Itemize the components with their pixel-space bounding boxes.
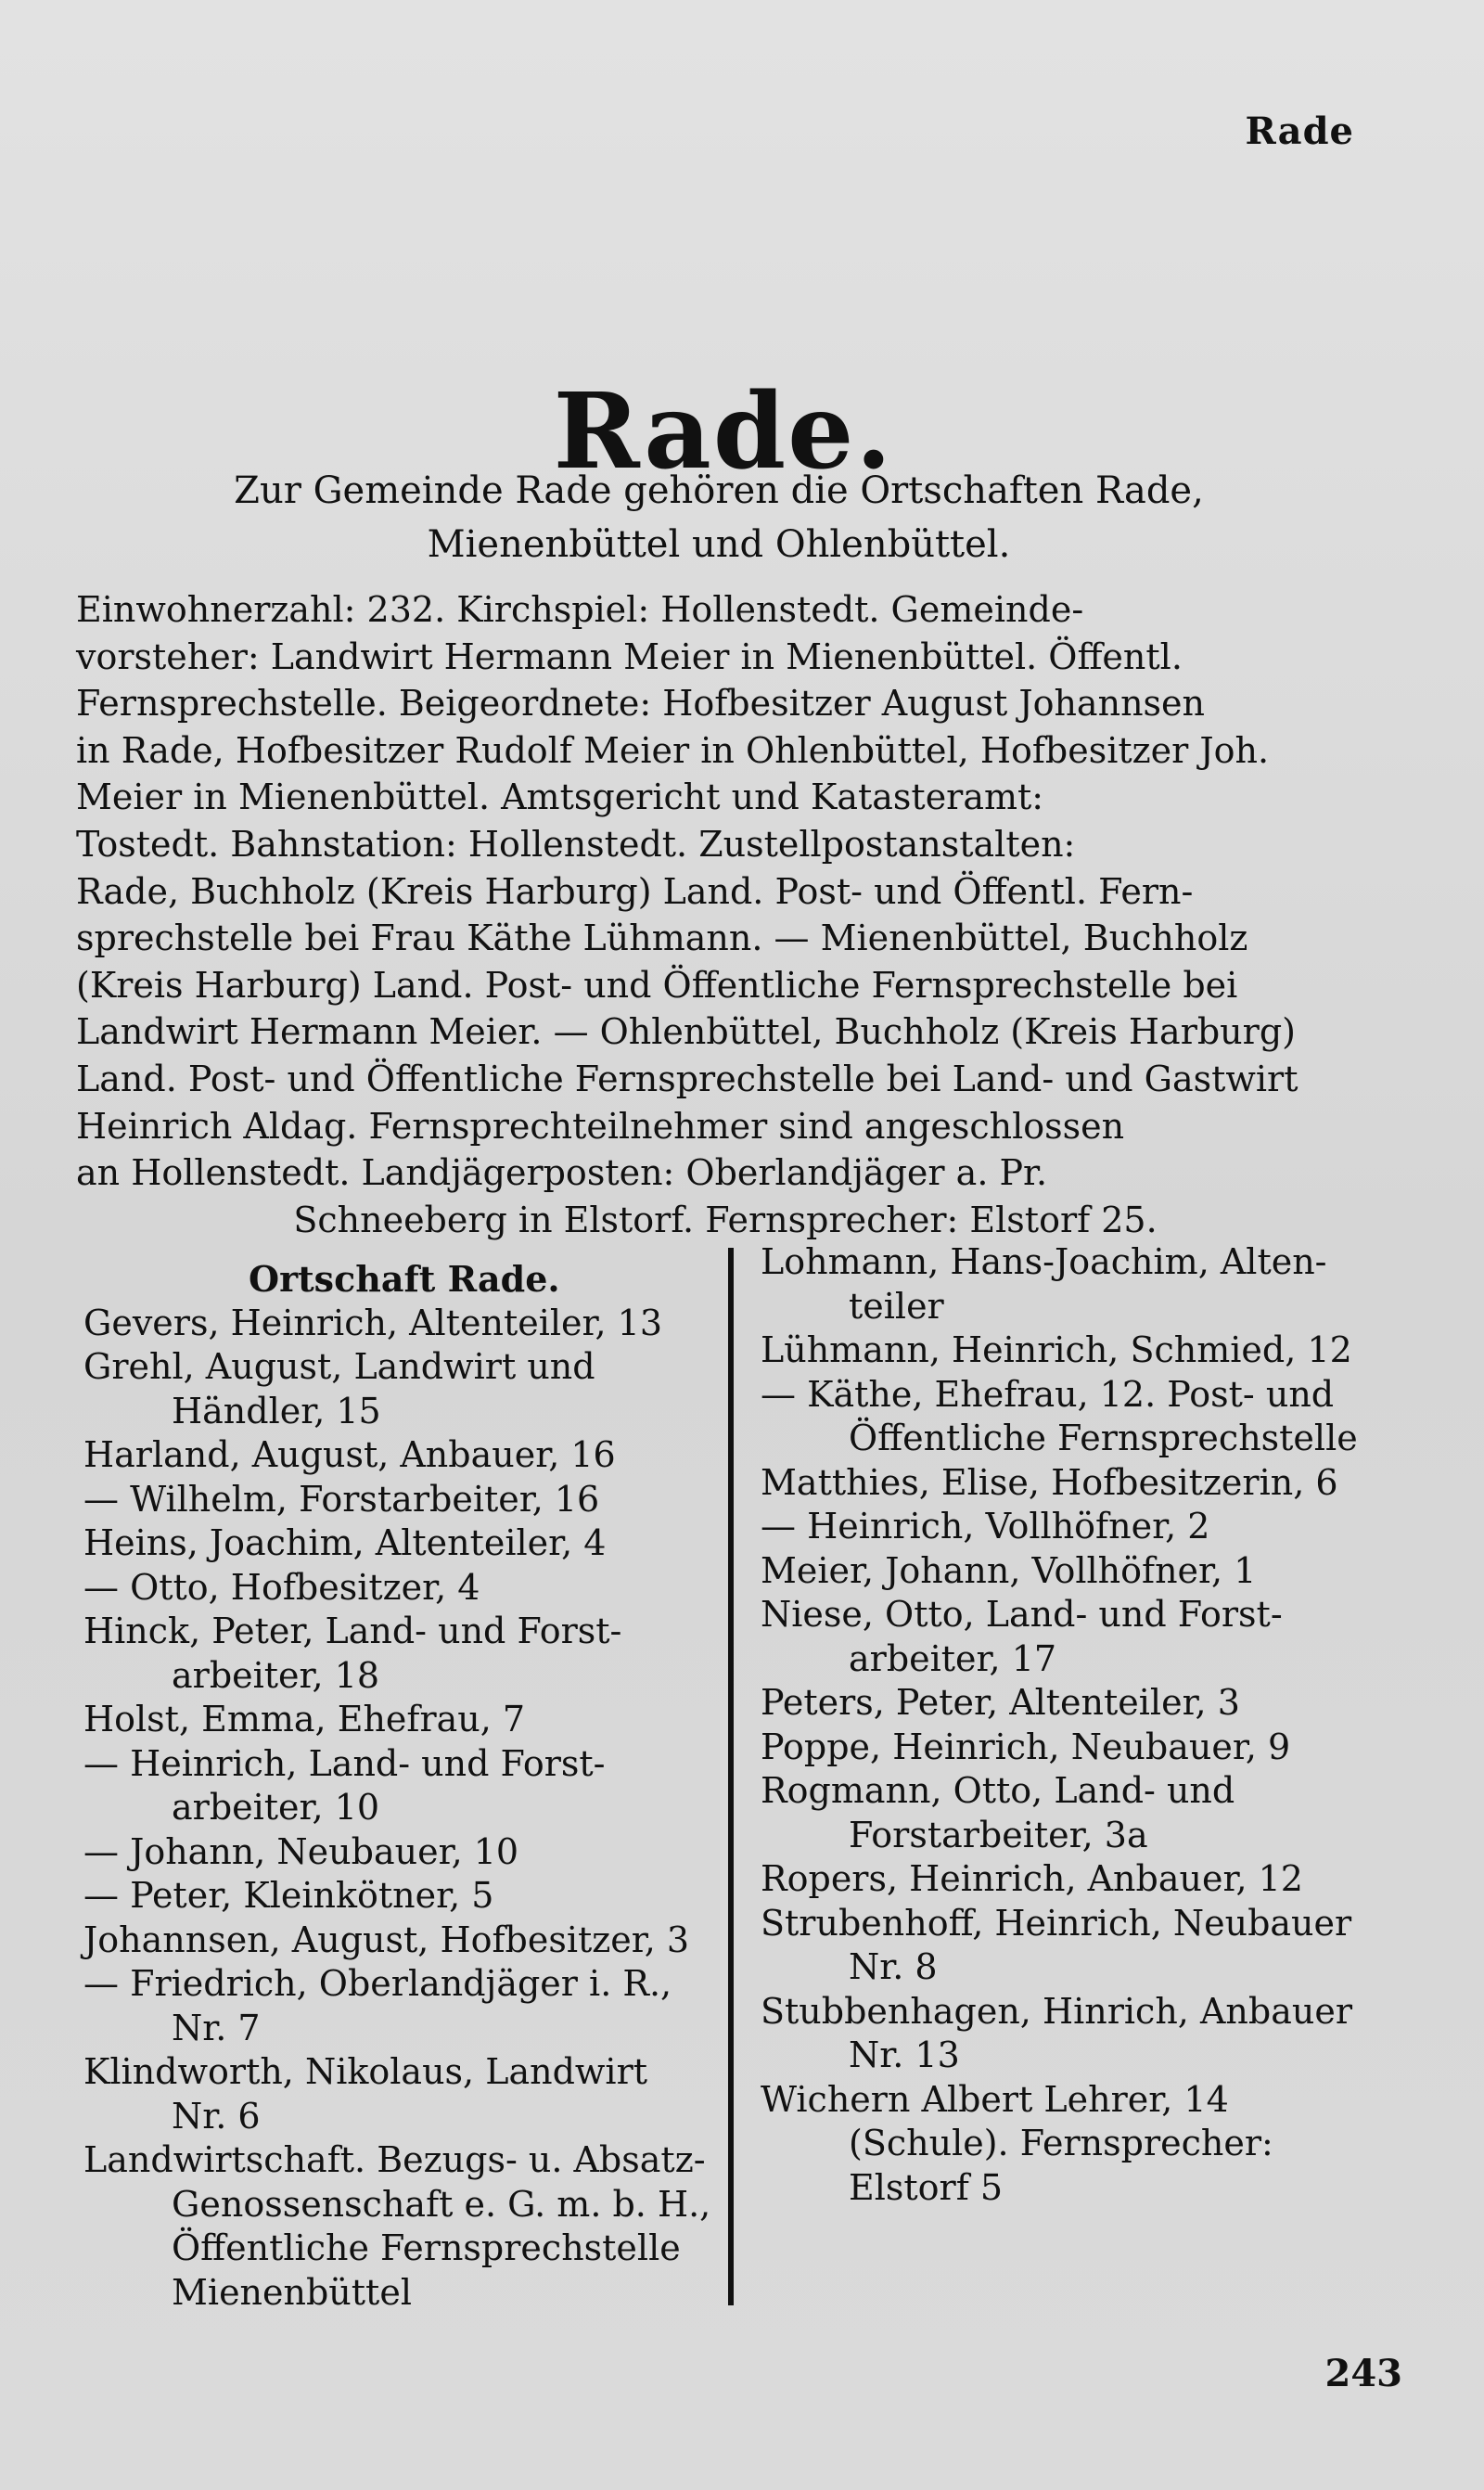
list-item-continuation: Nr. 6 [172,2095,261,2137]
list-item: Lohmann, Hans-Joachim, Alten- [761,1241,1327,1282]
list-item: — Friedrich, Oberlandjäger i. R., [83,1963,672,2004]
info-line: vorsteher: Landwirt Hermann Meier in Mienenbüttel. Öffentl. [76,635,1183,677]
intro-line: Mienenbüttel und Ohlenbüttel. [427,523,1011,566]
list-item: Klindworth, Nikolaus, Landwirt [83,2051,648,2092]
list-item-continuation: Nr. 8 [849,1946,938,1987]
list-item-continuation: arbeiter, 10 [172,1787,380,1828]
info-line: sprechstelle bei Frau Käthe Lühmann. — Mienenbüttel, Buchholz [76,918,1248,959]
list-item-continuation: Elstorf 5 [849,2166,1004,2208]
info-line: Meier in Mienenbüttel. Amtsgericht und Katasteramt: [76,777,1044,818]
intro-paragraph [139,464,1298,571]
list-item-continuation: Forstarbeiter, 3a [849,1814,1148,1855]
list-item: Grehl, August, Landwirt und [83,1346,595,1387]
list-item-continuation: Nr. 13 [849,2034,960,2075]
info-line: Land. Post- und Öffentliche Fernsprechstelle bei Land- und Gastwirt [76,1058,1298,1099]
list-item: Hinck, Peter, Land- und Forst- [83,1611,622,1651]
page-number: 243 [1324,2352,1402,2395]
column-divider [728,1248,734,2305]
list-item-continuation: (Schule). Fernsprecher: [849,2123,1273,2163]
info-line: Rade, Buchholz (Kreis Harburg) Land. Post- und Öffentl. Fern- [76,870,1194,912]
list-item-continuation: Öffentliche Fernsprechstelle [172,2227,681,2268]
list-item: Lühmann, Heinrich, Schmied, 12 [761,1329,1352,1370]
list-item-continuation: teiler [849,1285,944,1327]
running-head: Rade [1245,109,1354,153]
info-line: Landwirt Hermann Meier. — Ohlenbüttel, Buchholz (Kreis Harburg) [76,1011,1296,1053]
list-item: Wichern Albert Lehrer, 14 [761,2078,1229,2120]
list-item: Poppe, Heinrich, Neubauer, 9 [761,1726,1291,1767]
list-item: — Peter, Kleinkötner, 5 [83,1875,494,1916]
list-item: Ropers, Heinrich, Anbauer, 12 [761,1858,1303,1899]
list-item: — Johann, Neubauer, 10 [83,1830,519,1872]
section-heading: Ortschaft Rade. [249,1258,560,1300]
list-item: Matthies, Elise, Hofbesitzerin, 6 [761,1461,1338,1503]
list-item: Niese, Otto, Land- und Forst- [761,1594,1283,1635]
list-item-continuation: Genossenschaft e. G. m. b. H., [172,2183,711,2225]
info-line-last: Schneeberg in Elstorf. Fernsprecher: Elstorf 25. [293,1199,1158,1240]
info-paragraph [76,586,1375,1243]
list-item: — Käthe, Ehefrau, 12. Post- und [761,1373,1335,1415]
list-item: Stubbenhagen, Hinrich, Anbauer [761,1990,1352,2032]
list-item-continuation: Öffentliche Fernsprechstelle [849,1418,1358,1458]
list-item-continuation: arbeiter, 18 [172,1654,380,1696]
list-item-continuation: Mienenbüttel [172,2271,412,2313]
list-item: Strubenhoff, Heinrich, Neubauer [761,1902,1352,1944]
intro-line: Zur Gemeinde Rade gehören die Ortschaften Rade, [234,469,1204,512]
list-item-continuation: Nr. 7 [172,2007,261,2048]
info-line: Heinrich Aldag. Fernsprechteilnehmer sind angeschlossen [76,1105,1125,1147]
list-item: — Wilhelm, Forstarbeiter, 16 [83,1478,600,1520]
info-line: in Rade, Hofbesitzer Rudolf Meier in Ohlenbüttel, Hofbesitzer Joh. [76,729,1270,771]
list-item: — Otto, Hofbesitzer, 4 [83,1566,480,1608]
info-line: an Hollenstedt. Landjägerposten: Oberlandjäger a. Pr. [76,1152,1048,1194]
info-line: Einwohnerzahl: 232. Kirchspiel: Hollenstedt. Gemeinde- [76,589,1084,630]
list-item-continuation: arbeiter, 17 [849,1637,1057,1679]
list-item: Gevers, Heinrich, Altenteiler, 13 [83,1302,662,1343]
info-line: (Kreis Harburg) Land. Post- und Öffentliche Fernsprechstelle bei [76,964,1238,1006]
list-item: Rogmann, Otto, Land- und [761,1770,1235,1811]
list-item: — Heinrich, Vollhöfner, 2 [761,1506,1210,1547]
list-item: Peters, Peter, Altenteiler, 3 [761,1682,1240,1723]
list-item: Heins, Joachim, Altenteiler, 4 [83,1522,607,1563]
list-item: Johannsen, August, Hofbesitzer, 3 [83,1919,690,1960]
list-item: Holst, Emma, Ehefrau, 7 [83,1699,526,1739]
list-item: Harland, August, Anbauer, 16 [83,1434,616,1475]
list-item: — Heinrich, Land- und Forst- [83,1742,606,1784]
page-title: Rade. [553,371,894,493]
right-column [761,1240,1410,2210]
list-item: Landwirtschaft. Bezugs- u. Absatz- [83,2139,706,2180]
list-item-continuation: Händler, 15 [172,1390,381,1431]
info-line: Tostedt. Bahnstation: Hollenstedt. Zustellpostanstalten: [76,823,1076,865]
left-column [83,1257,714,2315]
info-line: Fernsprechstelle. Beigeordnete: Hofbesitzer August Johannsen [76,683,1206,725]
list-item: Meier, Johann, Vollhöfner, 1 [761,1549,1257,1591]
